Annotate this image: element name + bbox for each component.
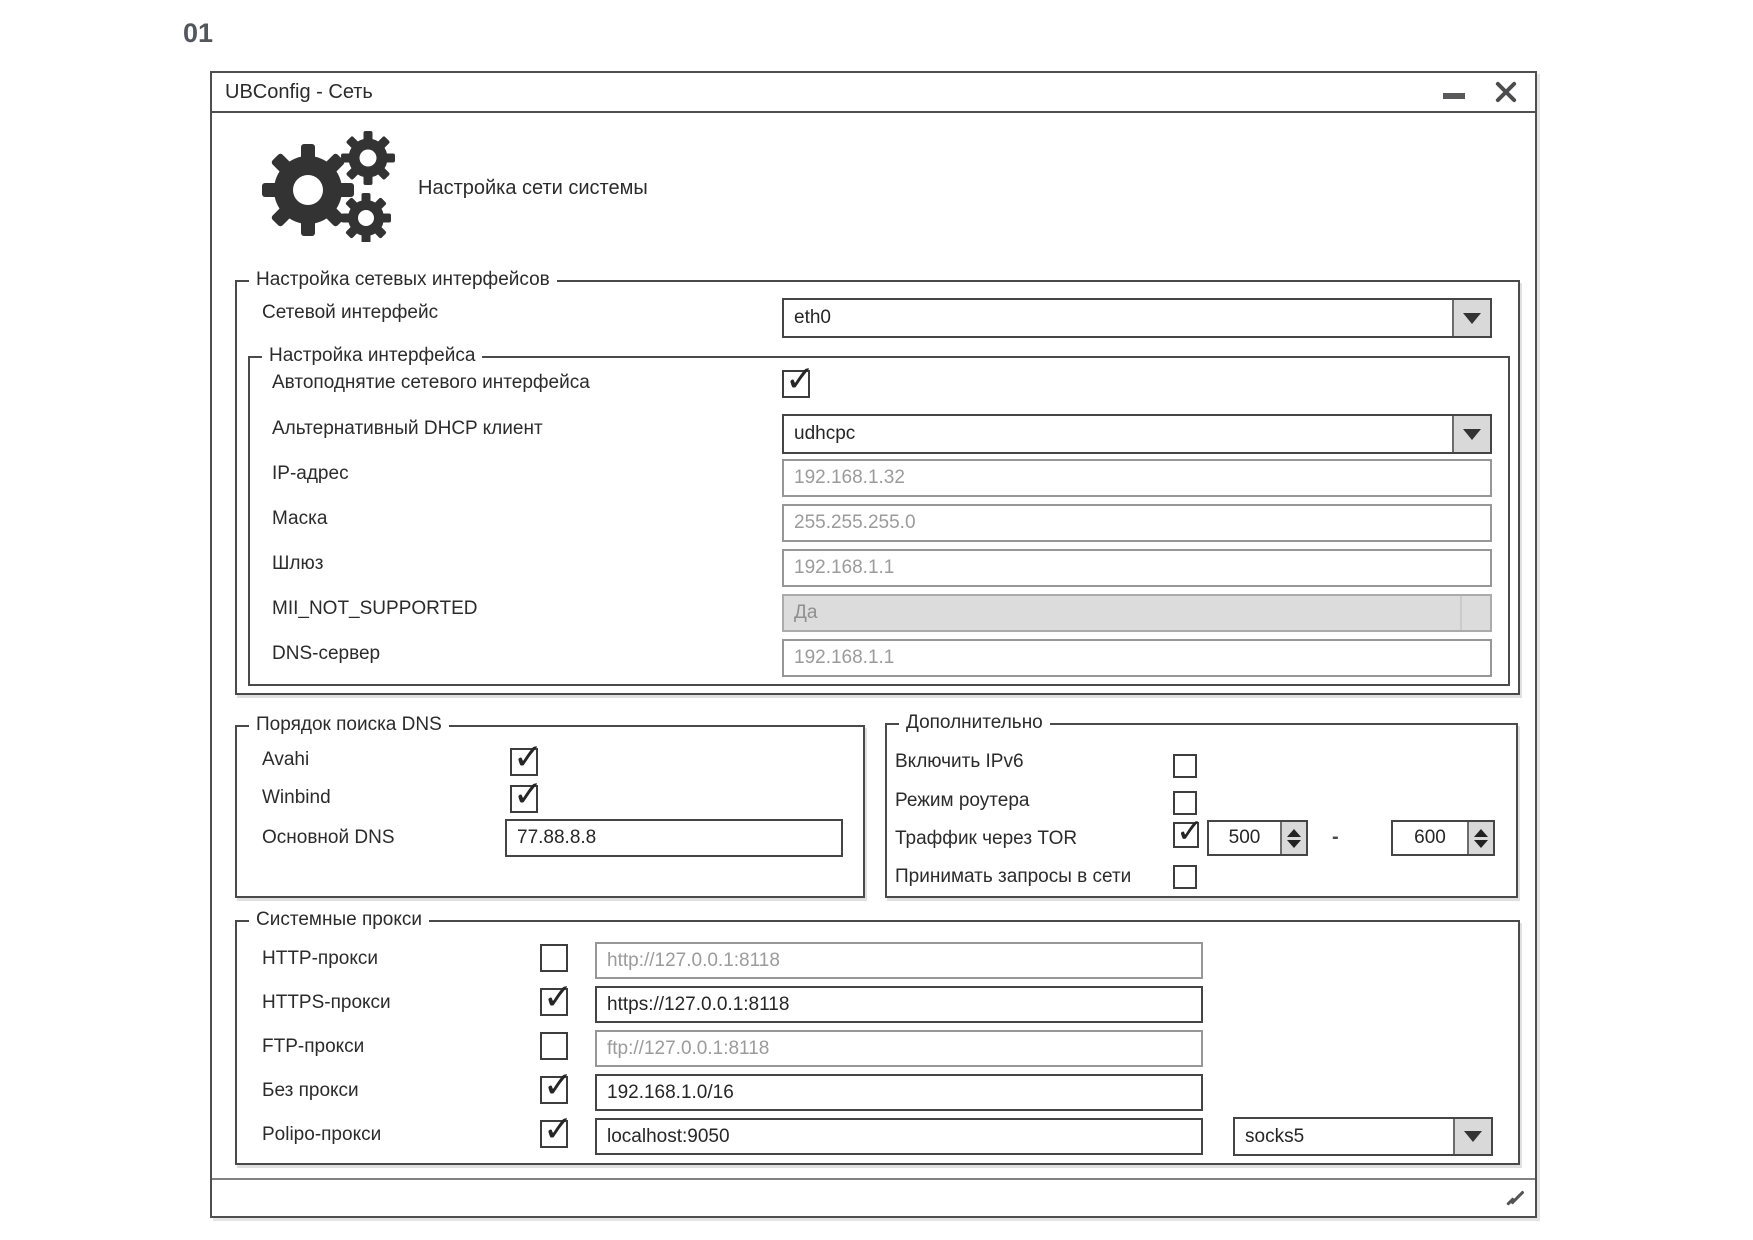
- gears-icon: [262, 130, 402, 242]
- tor-port-from-value: 500: [1228, 827, 1261, 848]
- http-proxy-checkbox[interactable]: [540, 944, 568, 972]
- https-proxy-checkbox[interactable]: [540, 988, 568, 1016]
- minimize-icon: [1443, 93, 1465, 99]
- interface-select-value: eth0: [794, 307, 831, 328]
- group-dns-order: [235, 714, 865, 898]
- page-title: Настройка сети системы: [418, 177, 648, 199]
- no-proxy-checkbox[interactable]: [540, 1076, 568, 1104]
- mii-field: Да: [782, 594, 1492, 632]
- group-label: Дополнительно: [899, 712, 1050, 734]
- polipo-proxy-checkbox[interactable]: [540, 1120, 568, 1148]
- gateway-field[interactable]: [782, 549, 1492, 587]
- dns-server-label: DNS-сервер: [272, 643, 381, 664]
- chevron-down-icon: [1464, 1131, 1482, 1142]
- ftp-proxy-field[interactable]: [595, 1030, 1203, 1067]
- accept-requests-label: Принимать запросы в сети: [895, 866, 1132, 887]
- window-title: UBConfig - Сеть: [225, 80, 373, 103]
- dns-server-field[interactable]: [782, 639, 1492, 677]
- auto-up-checkbox[interactable]: [782, 370, 810, 398]
- interface-select[interactable]: [782, 298, 1492, 338]
- dropdown-button[interactable]: [1453, 1119, 1491, 1154]
- dropdown-button[interactable]: [1452, 416, 1490, 452]
- router-mode-label: Режим роутера: [895, 790, 1030, 811]
- mask-field[interactable]: [782, 504, 1492, 542]
- dhcp-client-label: Альтернативный DHCP клиент: [272, 418, 543, 439]
- primary-dns-field[interactable]: [505, 819, 843, 857]
- https-proxy-field[interactable]: [595, 986, 1203, 1023]
- ubconfig-window: [210, 71, 1537, 1218]
- ftp-proxy-label: FTP-прокси: [262, 1036, 365, 1057]
- spinner-up-icon: [1474, 829, 1488, 837]
- ip-label: IP-адрес: [272, 463, 349, 484]
- interface-label: Сетевой интерфейс: [262, 302, 439, 323]
- group-label: Настройка интерфейса: [262, 345, 482, 367]
- http-proxy-field[interactable]: [595, 942, 1203, 979]
- accept-requests-checkbox[interactable]: [1173, 865, 1197, 889]
- gateway-label: Шлюз: [272, 553, 324, 574]
- tor-port-from-spinner[interactable]: [1207, 820, 1308, 856]
- mii-label: MII_NOT_SUPPORTED: [272, 598, 478, 619]
- dhcp-client-select[interactable]: [782, 414, 1492, 454]
- chevron-down-icon: [1463, 313, 1481, 324]
- spinner-buttons[interactable]: [1467, 822, 1493, 854]
- winbind-checkbox[interactable]: [510, 785, 538, 813]
- spinner-buttons[interactable]: [1280, 822, 1306, 854]
- group-interface-settings: [248, 345, 1510, 686]
- close-button[interactable]: [1493, 79, 1519, 105]
- spinner-down-icon: [1474, 840, 1488, 848]
- spinner-down-icon: [1287, 840, 1301, 848]
- resize-grip[interactable]: [1499, 1188, 1521, 1208]
- ipv6-checkbox[interactable]: [1173, 754, 1197, 778]
- group-network-interfaces: [235, 269, 1520, 695]
- chevron-down-icon: [1463, 429, 1481, 440]
- ip-field[interactable]: [782, 459, 1492, 497]
- spinner-up-icon: [1287, 829, 1301, 837]
- ftp-proxy-checkbox[interactable]: [540, 1032, 568, 1060]
- group-label: Системные прокси: [249, 909, 429, 931]
- tor-checkbox[interactable]: [1173, 822, 1199, 848]
- mask-label: Маска: [272, 508, 328, 529]
- http-proxy-label: HTTP-прокси: [262, 948, 378, 969]
- minimize-button[interactable]: [1441, 79, 1467, 105]
- group-additional: [885, 712, 1518, 898]
- status-bar: [212, 1178, 1535, 1216]
- no-proxy-field[interactable]: [595, 1074, 1203, 1111]
- polipo-proxy-label: Polipo-прокси: [262, 1124, 382, 1145]
- group-system-proxies: [235, 909, 1520, 1165]
- dhcp-client-value: udhcpc: [794, 423, 856, 444]
- avahi-checkbox[interactable]: [510, 748, 538, 776]
- https-proxy-label: HTTPS-прокси: [262, 992, 391, 1013]
- tor-port-to-spinner[interactable]: [1391, 820, 1495, 856]
- polipo-type-value: socks5: [1245, 1125, 1305, 1147]
- figure-label: 01: [183, 18, 214, 48]
- polipo-proxy-field[interactable]: [595, 1118, 1203, 1155]
- tor-label: Траффик через TOR: [895, 828, 1078, 849]
- ipv6-label: Включить IPv6: [895, 751, 1024, 772]
- primary-dns-label: Основной DNS: [262, 827, 395, 848]
- dropdown-button[interactable]: [1452, 300, 1490, 336]
- group-label: Порядок поиска DNS: [249, 714, 449, 736]
- range-separator: -: [1332, 826, 1339, 848]
- group-label: Настройка сетевых интерфейсов: [249, 269, 557, 291]
- polipo-type-select[interactable]: [1233, 1117, 1493, 1156]
- winbind-label: Winbind: [262, 787, 331, 808]
- tor-port-to-value: 600: [1414, 827, 1446, 848]
- auto-up-label: Автоподнятие сетевого интерфейса: [272, 372, 590, 393]
- titlebar[interactable]: [212, 73, 1535, 113]
- no-proxy-label: Без прокси: [262, 1080, 359, 1101]
- avahi-label: Avahi: [262, 749, 310, 770]
- window-controls: [1441, 79, 1519, 105]
